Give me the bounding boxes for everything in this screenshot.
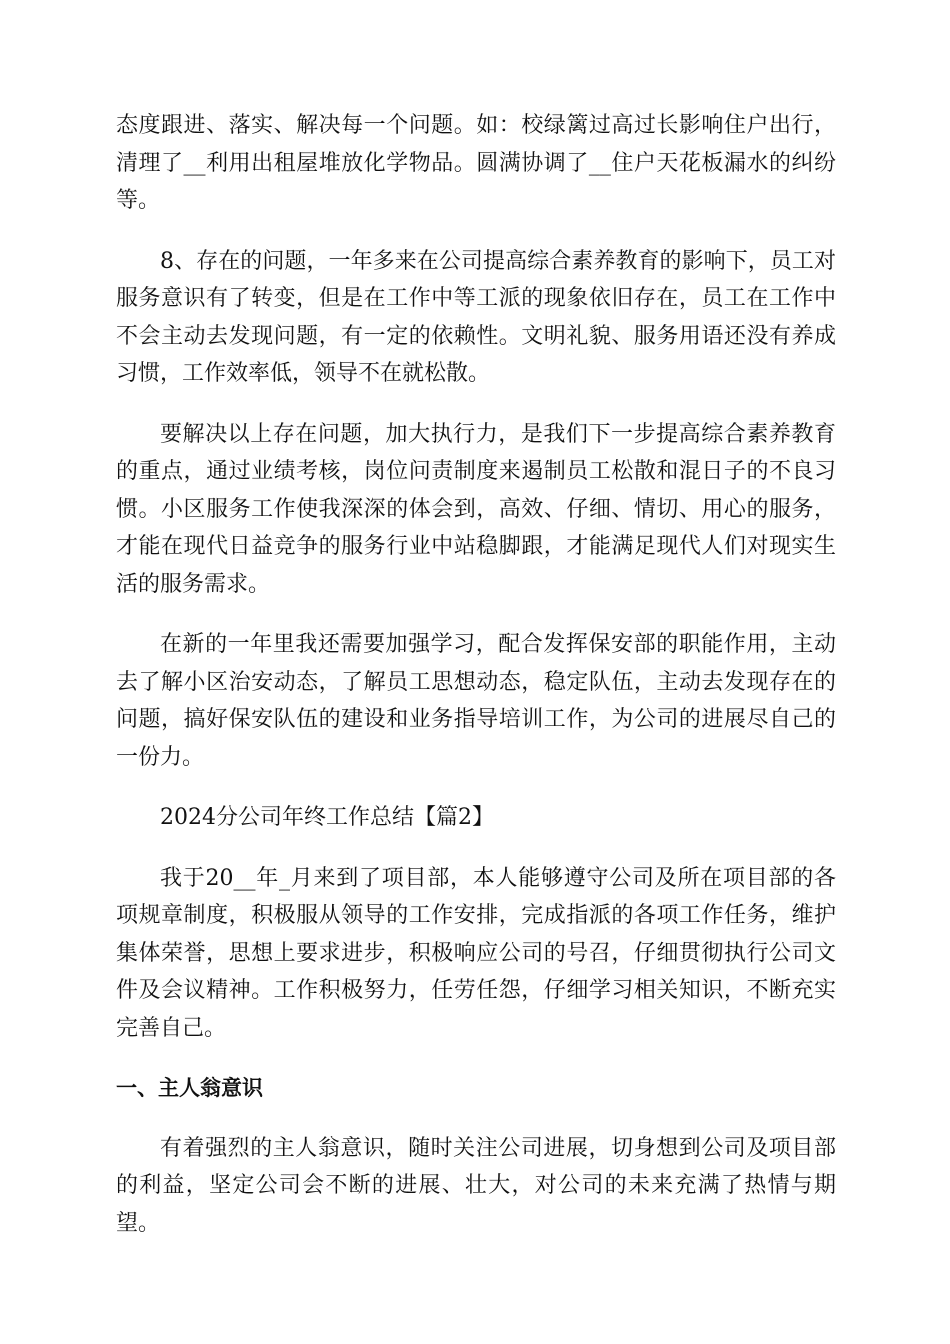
paragraph-ownership: 有着强烈的主人翁意识，随时关注公司进展，切身想到公司及项目部的利益，坚定公司会不断的进展、壮大，对公司的未来充满了热情与期望。 — [116, 1135, 836, 1236]
paragraph-introduction: 我于20__年_月来到了项目部，本人能够遵守公司及所在项目部的各项规章制度，积极服从领导的工作安排，完成指派的各项工作任务，维护集体荣誉，思想上要求进步，积极响应公司的号召，仔细贯彻执行公司文件及会议精神。工作积极努力，任劳任怨，仔细学习相关知识，不断充实完善自己。 — [116, 865, 836, 1041]
paragraph-new-year: 在新的一年里我还需要加强学习，配合发挥保安部的职能作用，主动去了解小区治安动态，了解员工思想动态，稳定队伍，主动去发现存在的问题，搞好保安队伍的建设和业务指导培训工作，为公司的进展尽自己的一份力。 — [116, 632, 836, 770]
section-title: 2024分公司年终工作总结【篇2】 — [160, 805, 494, 830]
section-heading: 一、主人翁意识 — [116, 1076, 263, 1100]
document-body — [116, 107, 836, 1265]
paragraph-solutions: 要解决以上存在问题，加大执行力，是我们下一步提高综合素养教育的重点，通过业绩考核，岗位问责制度来遏制员工松散和混日子的不良习惯。小区服务工作使我深深的体会到，高效、仔细、情切、用心的服务，才能在现代日益竞争的服务行业中站稳脚跟，才能满足现代人们对现实生活的服务需求。 — [116, 421, 836, 597]
paragraph-continuation: 态度跟进、落实、解决每一个问题。如：校绿篱过高过长影响住户出行，清理了__利用出租屋堆放化学物品。圆满协调了__住户天花板漏水的纠纷等。 — [116, 113, 836, 213]
paragraph-problems: 8、存在的问题，一年多来在公司提高综合素养教育的影响下，员工对服务意识有了转变，但是在工作中等工派的现象依旧存在，员工在工作中不会主动去发现问题，有一定的依赖性。文明礼貌、服务用语还没有养成习惯，工作效率低，领导不在就松散。 — [116, 248, 836, 386]
